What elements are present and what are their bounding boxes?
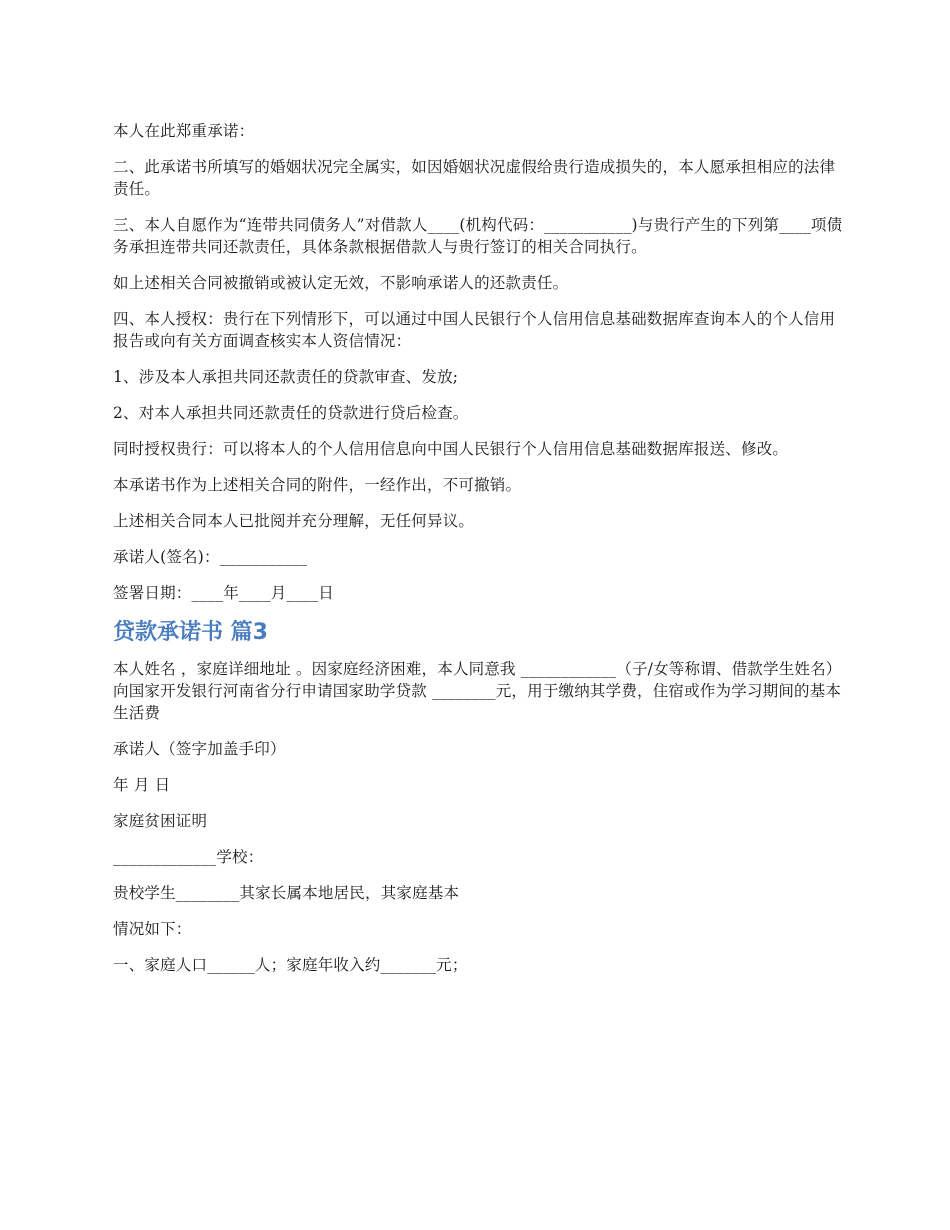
section-heading: 贷款承诺书 篇3 [113, 620, 268, 645]
paragraph-invalidity: 如上述相关合同被撤销或被认定无效，不影响承诺人的还款责任。 [113, 274, 569, 292]
paragraph-item-1: 1、涉及本人承担共同还款责任的贷款审查、发放; [113, 368, 459, 386]
paragraph-school: _____________学校： [113, 848, 264, 866]
paragraph-applicant: 本人姓名 ，家庭详细地址 。因家庭经济困难，本人同意我 ____________（子/女等称谓、借款学生姓名）向国家开发银行河南省分行申请国家助学贷款 ________元，用于缴纳其学费，住宿或作为学习期间的基本生活费 [113, 660, 842, 722]
paragraph-clause-3: 三、本人自愿作为“连带共同债务人”对借款人____(机构代码：___________)与贵行产生的下列第____项债务承担连带共同还款责任，具体条款根据借款人与贵行签订的相关合同执行。 [113, 216, 843, 256]
signature-line: 承诺人(签名)：___________ [113, 548, 308, 566]
document-page [113, 120, 843, 990]
paragraph-poverty-title: 家庭贫困证明 [113, 812, 208, 830]
paragraph-item-2: 2、对本人承担共同还款责任的贷款进行贷后检查。 [113, 404, 469, 422]
paragraph-date: 年 月 日 [113, 776, 171, 794]
paragraph-authorization: 同时授权贵行：可以将本人的个人信用信息向中国人民银行个人信用信息基础数据库报送、修改。 [113, 440, 789, 458]
paragraph-situation: 情况如下： [113, 920, 192, 938]
paragraph-understood: 上述相关合同本人已批阅并充分理解，无任何异议。 [113, 512, 475, 530]
paragraph-intro: 本人在此郑重承诺： [113, 122, 255, 140]
paragraph-family-income: 一、家庭人口______人；家庭年收入约_______元； [113, 956, 468, 974]
paragraph-student: 贵校学生________其家长属本地居民，其家庭基本 [113, 884, 460, 902]
paragraph-clause-4: 四、本人授权：贵行在下列情形下，可以通过中国人民银行个人信用信息基础数据库查询本人的个人信用报告或向有关方面调查核实本人资信情况： [113, 310, 836, 350]
paragraph-irrevocable: 本承诺书作为上述相关合同的附件，一经作出，不可撤销。 [113, 476, 522, 494]
paragraph-signer: 承诺人（签字加盖手印） [113, 740, 286, 758]
paragraph-clause-2: 二、此承诺书所填写的婚姻状况完全属实，如因婚姻状况虚假给贵行造成损失的，本人愿承担相应的法律责任。 [113, 158, 836, 198]
sign-date-line: 签署日期：____年____月____日 [113, 584, 335, 602]
